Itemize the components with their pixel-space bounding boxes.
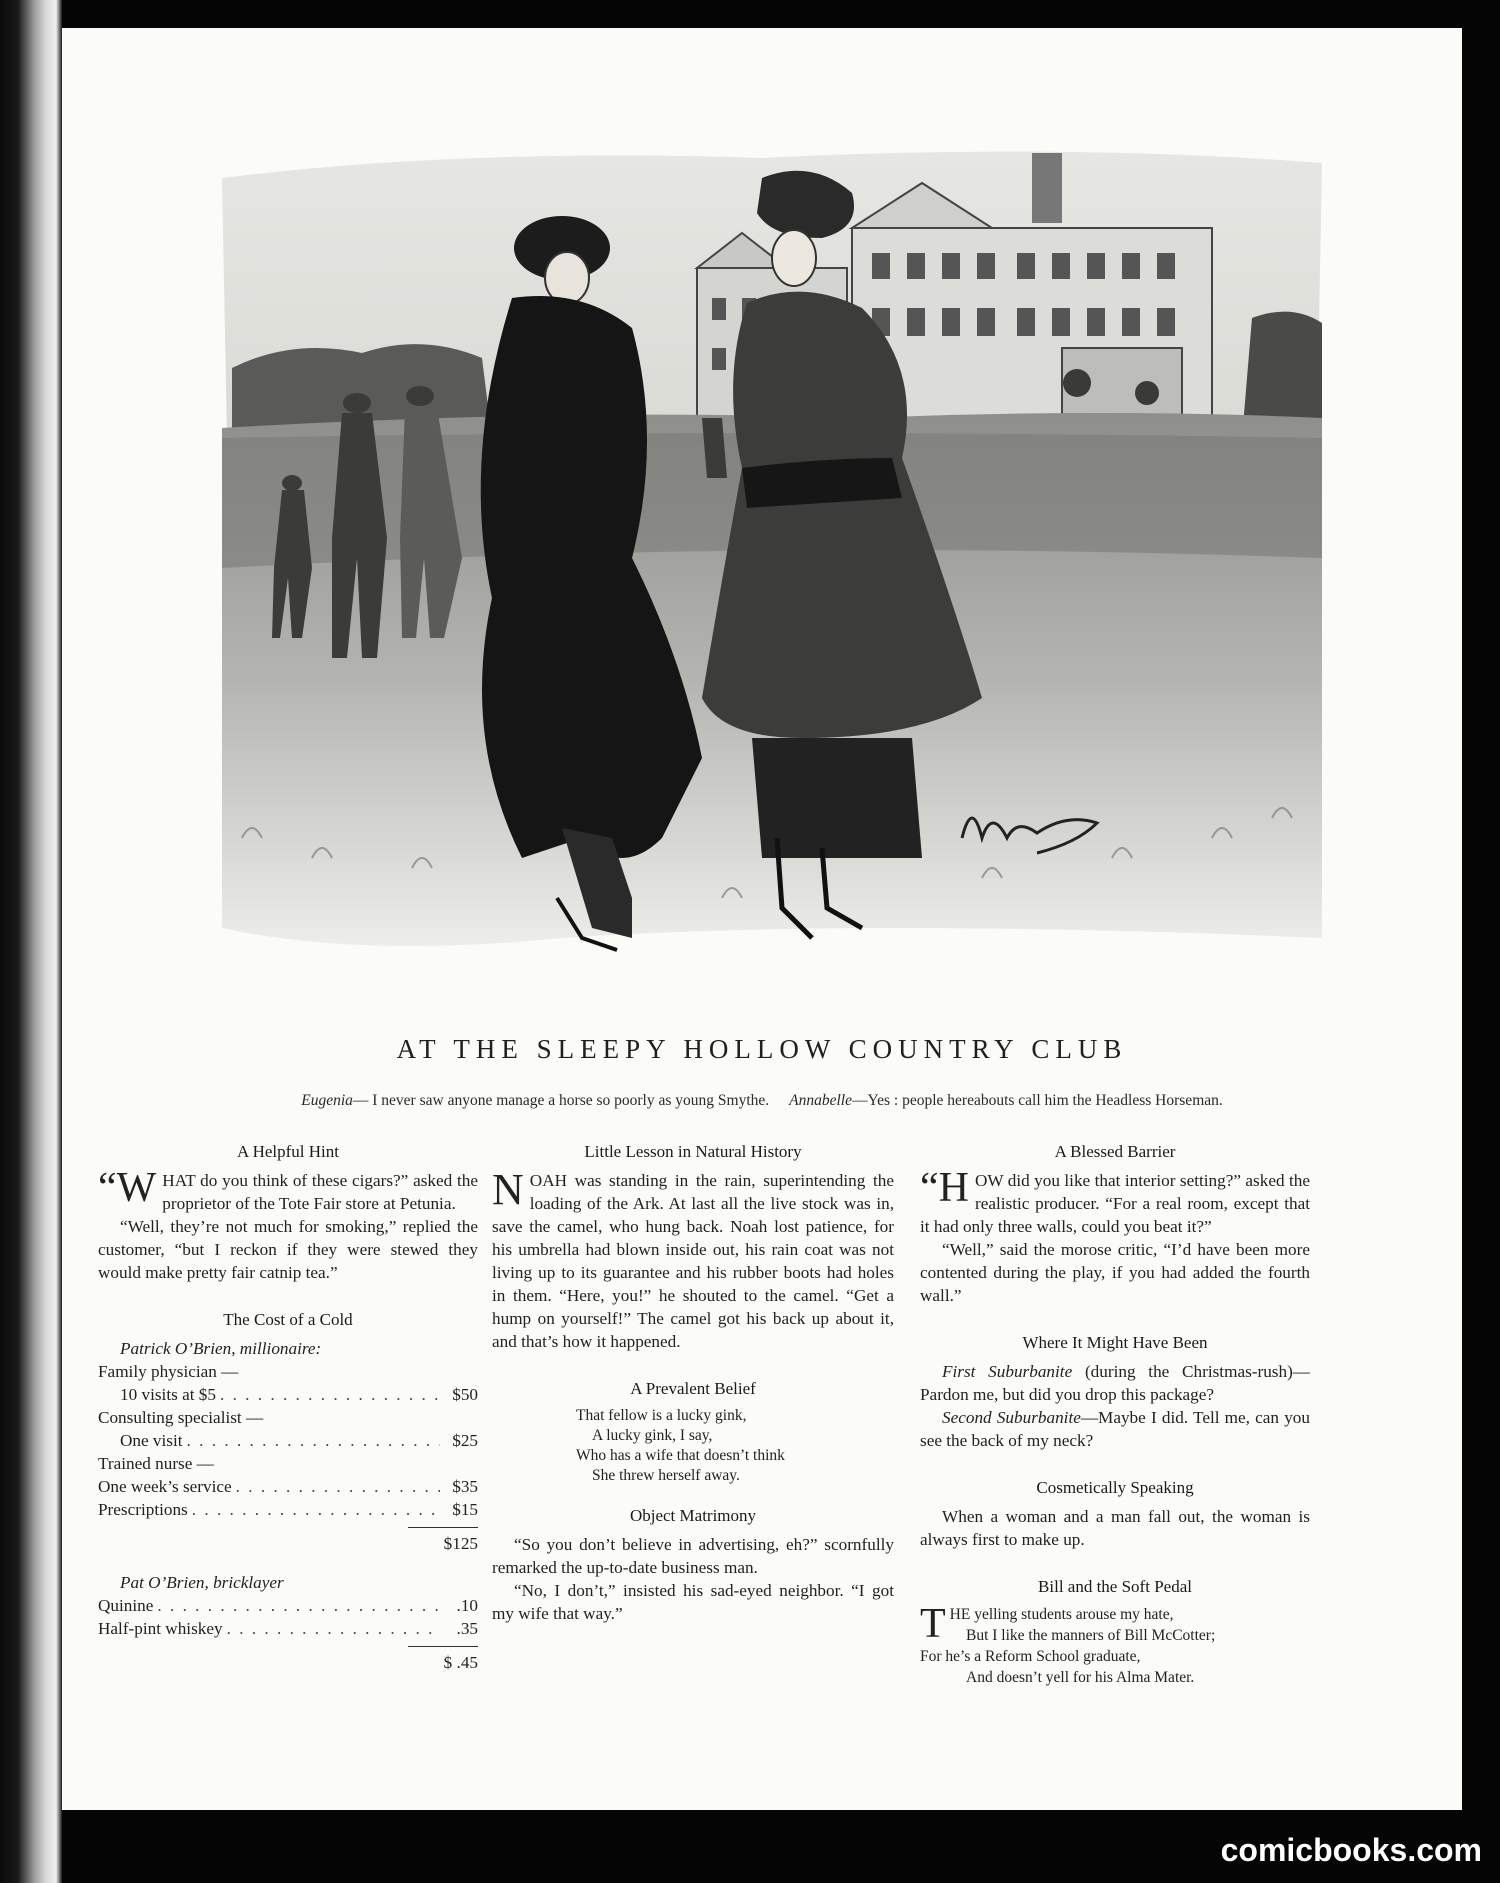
bill-soft-pedal-poem: THE yelling students arouse my hate, But I like the manners of Bill McCotter; For he’s a Reform School graduate, And doesn’t yell for his Alma Mater. xyxy=(920,1601,1216,1686)
blessed-barrier-paragraph-2: “Well,” said the morose critic, “I’d have been more contented during the play, if you had added the fourth wall.” xyxy=(920,1240,1310,1305)
heading-helpful-hint: A Helpful Hint xyxy=(237,1142,339,1161)
blessed-barrier-dropcap: “H xyxy=(920,1165,969,1211)
cost-owner-bricklayer: Pat O’Brien, bricklayer xyxy=(120,1573,284,1592)
helpful-hint-paragraph-2: “Well, they’re not much for smoking,” replied the customer, “but I reckon if they were stewed they would make pretty fair catnip tea.” xyxy=(98,1217,478,1282)
caption-speaker-annabelle: Annabelle xyxy=(789,1092,852,1109)
heading-bill-soft-pedal: Bill and the Soft Pedal xyxy=(1038,1577,1192,1596)
cost-item-physician-label: Family physician — xyxy=(98,1362,239,1381)
cost-item-nurse-label: Trained nurse — xyxy=(98,1454,214,1473)
where-paragraph-2: Second Suburbanite—Maybe I did. Tell me, can you see the back of my neck? xyxy=(920,1408,1310,1450)
natural-history-dropcap: N xyxy=(492,1165,524,1214)
cost-row-quinine: Quinine . . . .10 xyxy=(98,1594,478,1617)
site-watermark: comicbooks.com xyxy=(1220,1832,1482,1868)
heading-where-it-might-have-been: Where It Might Have Been xyxy=(1022,1333,1208,1352)
object-matrimony-paragraph-1: “So you don’t believe in advertising, eh?” scornfully remarked the up-to-date business man. xyxy=(492,1535,894,1577)
illustration-caption xyxy=(62,1092,1462,1110)
magazine-page xyxy=(62,28,1462,1810)
heading-cosmetically-speaking: Cosmetically Speaking xyxy=(1036,1478,1194,1497)
where-paragraph-1: First Suburbanite (during the Christmas-rush)—Pardon me, but did you drop this package? xyxy=(920,1362,1310,1404)
column-left xyxy=(98,1140,478,1674)
cosmetically-paragraph: When a woman and a man fall out, the woman is always first to make up. xyxy=(920,1507,1310,1549)
cost-row-specialist: One visit . . . $25 xyxy=(98,1429,478,1452)
natural-history-paragraph: NOAH was standing in the rain, superintending the loading of the Ark. At last all the live stock was in, save the camel, who hung back. Noah lost patience, for his umbrella had blown inside out, his rain coat was not living up to its guarantee and his rubber boots had holes in them. “Here, you!” he shouted to the camel. “Get a hump on yourself!” The camel got his back up about it, and that’s how it happened. xyxy=(492,1165,894,1351)
cost-row-physician: 10 visits at $5 . . . $50 xyxy=(98,1383,478,1406)
cost-owner-millionaire: Patrick O’Brien, millionaire: xyxy=(120,1339,322,1358)
illustration-title: AT THE SLEEPY HOLLOW COUNTRY CLUB xyxy=(396,1034,1128,1064)
caption-line-eugenia: — I never saw anyone manage a horse so poorly as young Smythe. xyxy=(352,1092,770,1109)
illustration-drawing xyxy=(162,138,1362,1028)
caption-line-annabelle: —Yes : people hereabouts call him the Headless Horseman. xyxy=(851,1092,1223,1109)
blessed-barrier-paragraph-1: “HOW did you like that interior setting?” asked the realistic producer. “For a real room, except that it had only three walls, could you beat it?” xyxy=(920,1165,1310,1236)
cost-item-specialist-label: Consulting specialist — xyxy=(98,1408,264,1427)
heading-natural-history: Little Lesson in Natural History xyxy=(584,1142,802,1161)
bill-poem-dropcap: T xyxy=(920,1601,946,1647)
column-middle xyxy=(492,1140,894,1625)
cost-total-bricklayer: $ .45 xyxy=(443,1653,478,1672)
object-matrimony-paragraph-2: “No, I don’t,” insisted his sad-eyed neighbor. “I got my wife that way.” xyxy=(492,1581,894,1623)
cost-total-millionaire: $125 xyxy=(443,1534,478,1553)
heading-cost-of-cold: The Cost of a Cold xyxy=(223,1310,353,1329)
country-club-illustration xyxy=(162,138,1362,1028)
cost-row-nurse: One week’s service . . . $35 xyxy=(98,1475,478,1498)
caption-speaker-eugenia: Eugenia xyxy=(301,1092,353,1109)
helpful-hint-paragraph-1: “WHAT do you think of these cigars?” asked the proprietor of the Tote Fair store at Petunia. xyxy=(98,1165,478,1213)
prevalent-belief-verse: That fellow is a lucky gink, A lucky gink, I say, Who has a wife that doesn’t think She threw herself away. xyxy=(576,1407,785,1484)
heading-prevalent-belief: A Prevalent Belief xyxy=(630,1379,756,1398)
cost-row-prescriptions: Prescriptions . . . $15 xyxy=(98,1498,478,1521)
cost-row-whiskey: Half-pint whiskey . . . .35 xyxy=(98,1617,478,1640)
heading-object-matrimony: Object Matrimony xyxy=(629,1506,757,1525)
heading-blessed-barrier: A Blessed Barrier xyxy=(1054,1142,1176,1161)
helpful-hint-dropcap: “W xyxy=(98,1165,157,1211)
column-right xyxy=(920,1140,1310,1688)
book-gutter xyxy=(0,0,62,1883)
